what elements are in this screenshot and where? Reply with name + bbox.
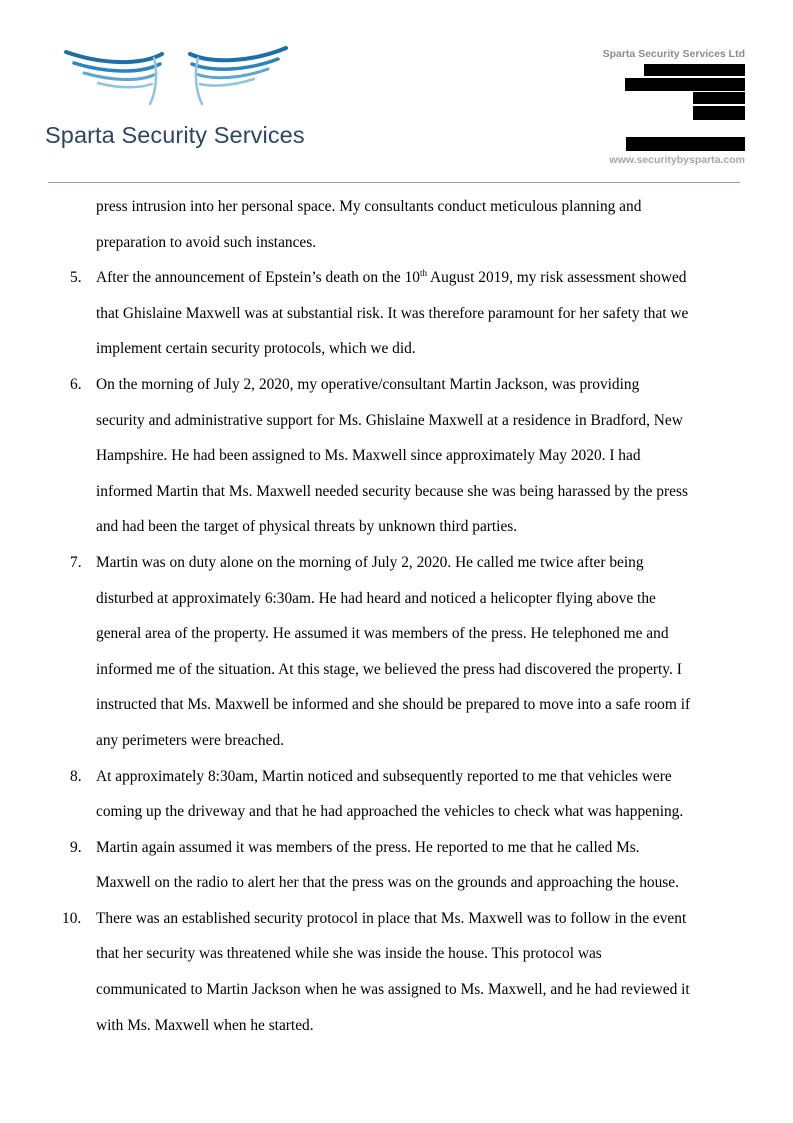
redacted-address-line-4 xyxy=(693,106,745,120)
paragraph-7-line: disturbed at approximately 6:30am. He had heard and noticed a helicopter flying above the xyxy=(96,589,656,607)
paragraph-5-line: that Ghislaine Maxwell was at substantial risk. It was therefore paramount for her safety that we xyxy=(96,304,689,322)
continuation-line: preparation to avoid such instances. xyxy=(96,233,317,251)
redacted-address-line-1 xyxy=(644,64,745,76)
paragraph-7-line: instructed that Ms. Maxwell be informed and she should be prepared to move into a safe room if xyxy=(96,696,691,714)
paragraph-number: 9. xyxy=(70,838,82,856)
paragraph-6-line: and had been the target of physical threats by unknown third parties. xyxy=(96,518,518,536)
brand-name: Sparta Security Services xyxy=(45,122,305,148)
header-divider xyxy=(48,182,740,183)
paragraph-9-line: 9. Martin again assumed it was members of the press. He reported to me that he called Ms. xyxy=(96,830,756,866)
paragraph-6-line: Hampshire. He had been assigned to Ms. Maxwell since approximately May 2020. I had xyxy=(96,447,641,465)
paragraph-number: 6. xyxy=(70,375,82,393)
redacted-address-line-2 xyxy=(625,78,745,91)
paragraph-number: 8. xyxy=(70,767,82,785)
paragraph-7-line: informed me of the situation. At this stage, we believed the press had discovered the property. I xyxy=(96,660,682,678)
paragraph-5-line: implement certain security protocols, which we did. xyxy=(96,340,416,358)
paragraph-10-line: with Ms. Maxwell when he started. xyxy=(96,1016,314,1034)
company-name: Sparta Security Services Ltd xyxy=(602,48,745,60)
paragraph-6-line: security and administrative support for Ms. Ghislaine Maxwell at a residence in Bradford, New xyxy=(96,411,683,429)
document-body xyxy=(62,189,756,1043)
company-website: www.securitybysparta.com xyxy=(609,154,745,166)
paragraph-number: 5. xyxy=(70,269,82,287)
paragraph-7-line: general area of the property. He assumed it was members of the press. He telephoned me and xyxy=(96,625,669,643)
paragraph-7-line: any perimeters were breached. xyxy=(96,731,285,749)
paragraph-7-line: 7. Martin was on duty alone on the morning of July 2, 2020. He called me twice after being xyxy=(96,545,756,581)
paragraph-6-line: 6. On the morning of July 2, 2020, my operative/consultant Martin Jackson, was providing xyxy=(96,367,756,403)
paragraph-8-line: coming up the driveway and that he had approached the vehicles to check what was happening. xyxy=(96,803,684,821)
paragraph-9-line: Maxwell on the radio to alert her that the press was on the grounds and approaching the house. xyxy=(96,874,679,892)
paragraph-10-line: that her security was threatened while she was inside the house. This protocol was xyxy=(96,945,602,963)
paragraph-10-line: 10. There was an established security protocol in place that Ms. Maxwell was to follow in the event xyxy=(96,901,756,937)
paragraph-number: 7. xyxy=(70,553,82,571)
continuation-line: press intrusion into her personal space. My consultants conduct meticulous planning and xyxy=(96,198,642,215)
paragraph-10-line: communicated to Martin Jackson when he was assigned to Ms. Maxwell, and he had reviewed it xyxy=(96,981,690,999)
ordinal-suffix: th xyxy=(419,268,427,279)
paragraph-number: 10. xyxy=(62,909,82,927)
paragraph-6-line: informed Martin that Ms. Maxwell needed security because she was being harassed by the press xyxy=(96,482,688,500)
paragraph-8-line: 8. At approximately 8:30am, Martin noticed and subsequently reported to me that vehicles were xyxy=(96,759,756,795)
redacted-address-line-5 xyxy=(626,137,745,151)
wings-logo-icon xyxy=(60,44,292,108)
paragraph-5-line: 5. After the announcement of Epstein’s death on the 10th August 2019, my risk assessment showed xyxy=(96,260,756,296)
redacted-address-line-3 xyxy=(693,92,745,104)
